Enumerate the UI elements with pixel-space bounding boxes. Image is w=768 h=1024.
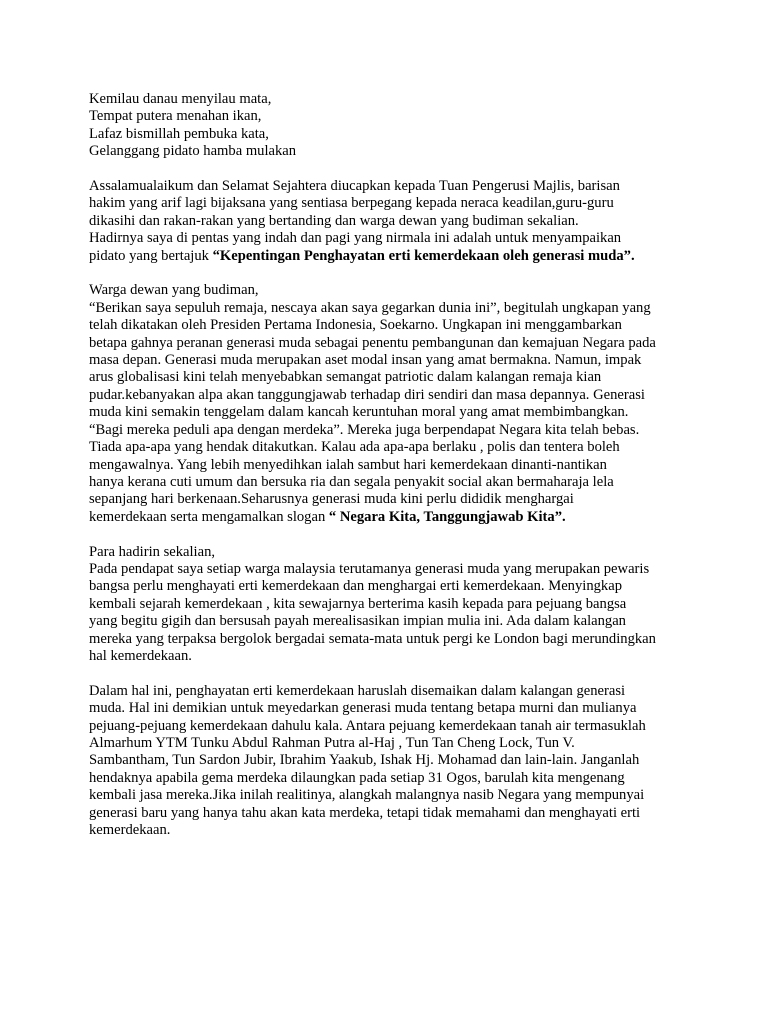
poem-stanza <box>89 91 689 161</box>
text-line: kembali sejarah kemerdekaan , kita sewajarnya berterima kasih kepada para pejuang bangsa <box>89 595 627 612</box>
paragraph-gap <box>89 265 689 282</box>
text-run: kemerdekaan serta mengamalkan slogan <box>89 508 329 525</box>
text-line: bangsa perlu menghayati erti kemerdekaan dan menghargai erti kemerdekaan. Menyingkap <box>89 578 622 595</box>
speech-title: “Kepentingan Penghayatan erti kemerdekaan oleh generasi muda”. <box>212 247 635 264</box>
text-line: muda. Hal ini demikian untuk meyedarkan generasi muda tentang betapa murni dan mulianya <box>89 700 637 717</box>
slogan: “ Negara Kita, Tanggungjawab Kita”. <box>328 508 566 525</box>
text-line: dikasihi dan rakan-rakan yang bertanding dan warga dewan yang budiman sekalian. <box>89 212 579 229</box>
poem-line: Lafaz bismillah pembuka kata, <box>89 125 269 142</box>
salutation: Warga dewan yang budiman, <box>89 282 259 299</box>
text-line: Tiada apa-apa yang hendak ditakutkan. Kalau ada apa-apa berlaku , polis dan tentera boleh <box>89 439 620 456</box>
text-line: “Berikan saya sepuluh remaja, nescaya akan saya gegarkan dunia ini”, begitulah ungkapan yang <box>89 299 651 316</box>
text-line <box>89 509 689 526</box>
text-line: generasi baru yang hanya tahu akan kata merdeka, tetapi tidak memahami dan menghayati erti <box>89 804 641 821</box>
text-line: masa depan. Generasi muda merupakan aset modal insan yang amat bermakna. Namun, impak <box>89 352 642 369</box>
text-line: hendaknya apabila gema merdeka dilaungkan pada setiap 31 Ogos, barulah kita mengenang <box>89 769 625 786</box>
text-line: yang begitu gigih dan bersusah payah merealisasikan impian mulia ini. Ada dalam kalangan <box>89 613 626 630</box>
text-line: hakim yang arif lagi bijaksana yang sentiasa berpegang kepada neraca keadilan,guru-guru <box>89 195 614 212</box>
body-paragraph-4 <box>89 683 689 840</box>
text-line: hanya kerana cuti umum dan bersuka ria dan segala penyakit social akan bermaharaja lela <box>89 473 614 490</box>
text-line: Dalam hal ini, penghayatan erti kemerdekaan haruslah disemaikan dalam kalangan generasi <box>89 682 626 699</box>
text-line: hal kemerdekaan. <box>89 647 192 664</box>
text-line: telah dikatakan oleh Presiden Pertama Indonesia, Soekarno. Ungkapan ini menggambarkan <box>89 317 622 334</box>
text-line <box>89 248 689 265</box>
text-line: Hadirnya saya di pentas yang indah dan pagi yang nirmala ini adalah untuk menyampaikan <box>89 230 622 247</box>
text-line: pejuang-pejuang kemerdekaan dahulu kala. Antara pejuang kemerdekaan tanah air termasuklah <box>89 717 646 734</box>
poem-line: Gelanggang pidato hamba mulakan <box>89 143 297 160</box>
poem-line: Tempat putera menahan ikan, <box>89 108 262 125</box>
text-line: arus globalisasi kini telah menyebabkan semangat patriotic dalam kalangan remaja kian <box>89 369 602 386</box>
opening-paragraph <box>89 178 689 265</box>
salutation: Para hadirin sekalian, <box>89 543 216 560</box>
text-line: sepanjang hari berkenaan.Seharusnya generasi muda kini perlu dididik menghargai <box>89 491 574 508</box>
body-paragraph-2 <box>89 282 689 526</box>
text-line: betapa gahnya peranan generasi muda sebagai penentu pembangunan dan kemajuan Negara pada <box>89 334 656 351</box>
paragraph-gap <box>89 526 689 543</box>
text-line: pudar.kebanyakan alpa akan tanggungjawab terhadap diri sendiri dan masa depannya. Generasi <box>89 386 645 403</box>
text-line: kembali jasa mereka.Jika inilah realitinya, alangkah malangnya nasib Negara yang mempunyai <box>89 787 645 804</box>
body-paragraph-3 <box>89 544 689 666</box>
text-line: muda kini semakin tenggelam dalam kancah keruntuhan moral yang amat membimbangkan. <box>89 404 629 421</box>
paragraph-gap <box>89 161 689 178</box>
text-line: Sambantham, Tun Sardon Jubir, Ibrahim Yaakub, Ishak Hj. Mohamad dan lain-lain. Janganlah <box>89 752 640 769</box>
text-line: Pada pendapat saya setiap warga malaysia terutamanya generasi muda yang merupakan pewaris <box>89 560 650 577</box>
text-line: “Bagi mereka peduli apa dengan merdeka”. Mereka juga berpendapat Negara kita telah bebas. <box>89 421 640 438</box>
text-line: mereka yang terpaksa bergolok bergadai semata-mata untuk pergi ke London bagi merundingkan <box>89 630 656 647</box>
text-run: pidato yang bertajuk <box>89 247 213 264</box>
text-line: mengawalnya. Yang lebih menyedihkan ialah sambut hari kemerdekaan dinanti-nantikan <box>89 456 607 473</box>
paragraph-gap <box>89 665 689 682</box>
document-page <box>89 91 689 839</box>
poem-line: Kemilau danau menyilau mata, <box>89 91 272 107</box>
text-line: Almarhum YTM Tunku Abdul Rahman Putra al-Haj , Tun Tan Cheng Lock, Tun V. <box>89 734 575 751</box>
text-line: kemerdekaan. <box>89 822 171 838</box>
text-line: Assalamualaikum dan Selamat Sejahtera diucapkan kepada Tuan Pengerusi Majlis, barisan <box>89 178 620 195</box>
